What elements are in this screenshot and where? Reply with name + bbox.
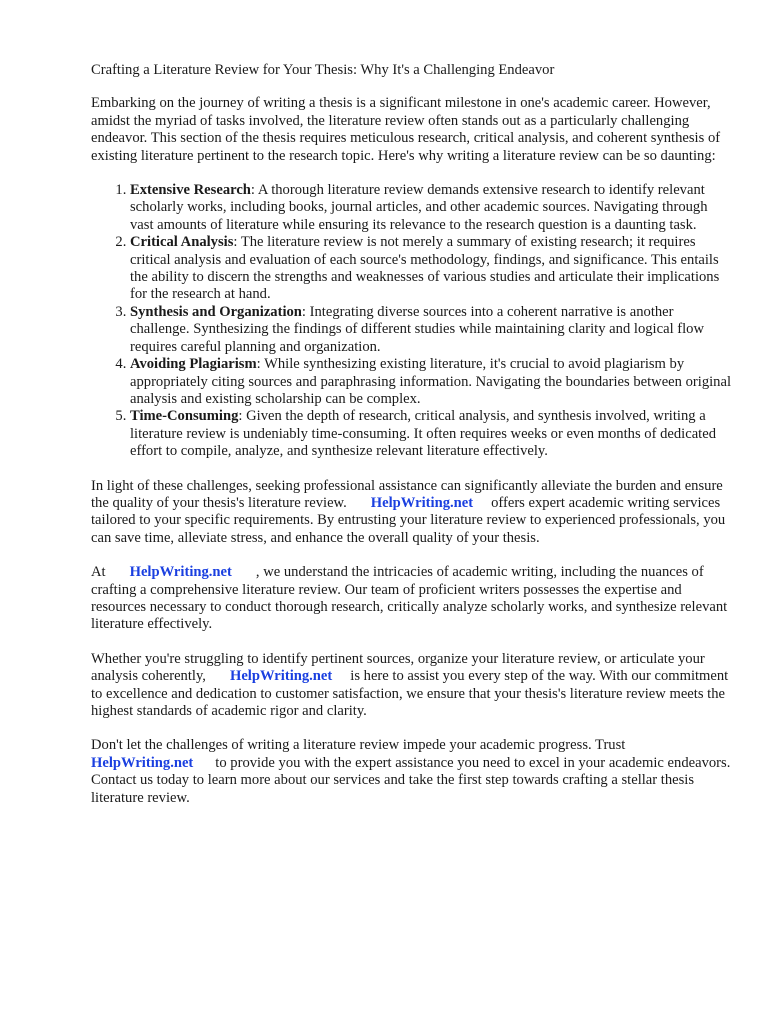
about-paragraph: [91, 564, 731, 634]
list-item-separator: :: [256, 356, 261, 373]
list-item: [130, 356, 731, 408]
helpwriting-link[interactable]: HelpWriting.net: [91, 754, 194, 771]
list-item: [130, 304, 731, 356]
list-item-separator: :: [250, 182, 255, 199]
paragraph-text: is here to assist you every step of the way. With our commitment to excellence and dedication to customer satisfaction, we ensure that your thesis's literature review meets the highest standards of academic rigor and clarity.: [91, 668, 729, 719]
intro-paragraph: Embarking on the journey of writing a thesis is a significant milestone in one's academic career. However, amidst the myriad of tasks involved, the literature review often stands out as a particularly challenging endeavor. This section of the thesis requires meticulous research, critical analysis, and coherent synthesis of existing literature pertinent to the research topic. Here's why writing a literature review can be so daunting:: [91, 95, 721, 164]
paragraph-text: to provide you with the expert assistance you need to excel in your academic endeavors. Contact us today to learn more about our services and take the first step towards crafting a stellar thesis literature review.: [91, 754, 731, 806]
paragraph-text: Whether you're struggling to identify pertinent sources, organize your literature review, or articulate your analysis coherently,: [91, 650, 705, 685]
assistance-paragraph: [91, 478, 731, 548]
list-item-text: Given the depth of research, critical analysis, and synthesis involved, writing a literature review is undeniably time-consuming. It often requires weeks or even months of dedicated effort to compile, analyze, and synthesize relevant literature effectively.: [130, 408, 716, 460]
list-item-term: Synthesis and Organization: [130, 303, 302, 320]
paragraph-text: In light of these challenges, seeking professional assistance can significantly alleviate the burden and ensure the quality of your thesis's literature review.: [91, 477, 723, 511]
paragraph-text: Don't let the challenges of writing a literature review impede your academic progress. Trust: [91, 737, 626, 754]
list-item-text: The literature review is not merely a summary of existing research; it requires critical analysis and evaluation of each source's methodology, findings, and significance. This entails the ability to discern the strengths and weaknesses of various studies and articulate their implications for the research at hand.: [130, 234, 720, 303]
helpwriting-link[interactable]: HelpWriting.net: [370, 494, 474, 511]
list-item-separator: :: [301, 303, 306, 320]
paragraph-text: , we understand the intricacies of academic writing, including the nuances of crafting a comprehensive literature review. Our team of proficient writers possesses the expertise and resources necessary to conduct thorough research, critically analyze scholarly works, and synthesize relevant literature effectively.: [91, 564, 728, 633]
list-item-separator: :: [233, 234, 238, 251]
list-item: [130, 234, 731, 304]
challenges-list: [91, 182, 731, 461]
paragraph-text: At: [91, 564, 106, 581]
list-item-term: Avoiding Plagiarism: [130, 356, 257, 373]
list-item-term: Extensive Research: [130, 182, 251, 199]
helpwriting-link[interactable]: HelpWriting.net: [229, 668, 333, 685]
list-item-separator: :: [238, 408, 243, 425]
list-item-text: While synthesizing existing literature, it's crucial to avoid plagiarism by appropriately citing sources and paraphrasing information. Navigating the boundaries between original analysis and existing scholarship can be complex.: [130, 356, 731, 407]
list-item-text: A thorough literature review demands extensive research to identify relevant scholarly works, including books, journal articles, and other academic sources. Navigating through vast amounts of literature while ensuring its relevance to the research question is a daunting task.: [130, 182, 708, 233]
list-item-term: Time-Consuming: [130, 408, 239, 425]
support-paragraph: [91, 651, 731, 721]
list-item-text: Integrating diverse sources into a coherent narrative is another challenge. Synthesizing the findings of different studies while maintaining clarity and logical flow requires careful planning and organization.: [130, 303, 705, 355]
document-page: [91, 62, 731, 824]
list-item-term: Critical Analysis: [130, 234, 234, 251]
document-title: Crafting a Literature Review for Your Thesis: Why It's a Challenging Endeavor: [91, 62, 555, 78]
list-item: [130, 182, 731, 234]
closing-paragraph: [91, 737, 731, 807]
paragraph-text: offers expert academic writing services tailored to your specific requirements. By entrusting your literature review to experienced professionals, you can save time, alleviate stress, and enhance the overall quality of your thesis.: [91, 494, 726, 546]
list-item: [130, 408, 731, 460]
helpwriting-link[interactable]: HelpWriting.net: [129, 564, 232, 581]
